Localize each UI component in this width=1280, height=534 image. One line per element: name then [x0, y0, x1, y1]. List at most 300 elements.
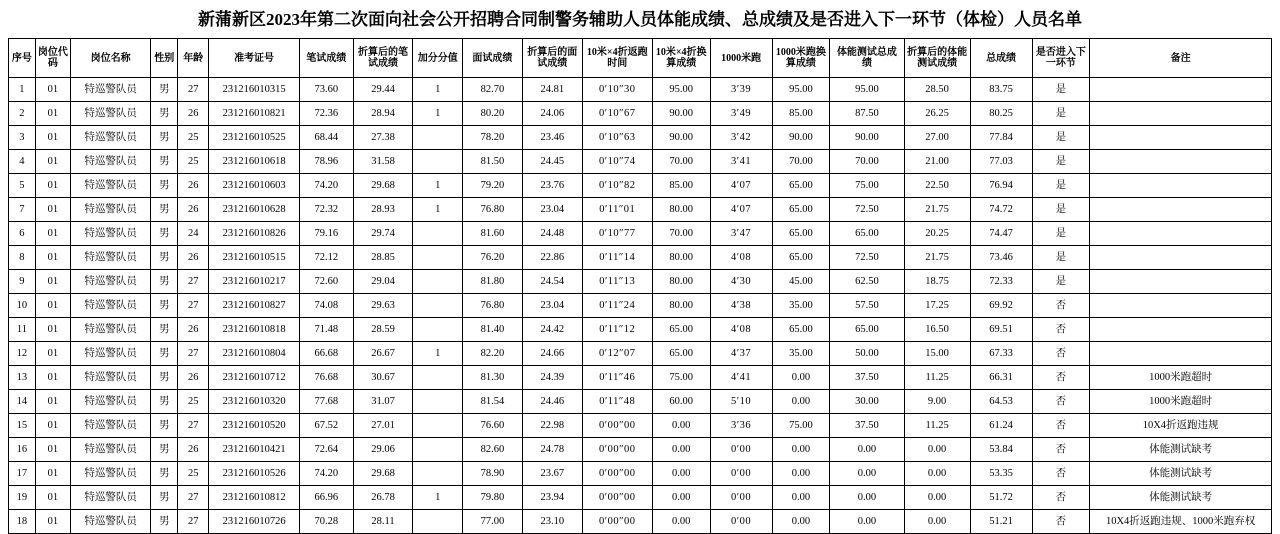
cell-1000m-converted: 65.00	[772, 222, 830, 246]
cell-interview-converted: 23.10	[522, 510, 582, 534]
cell-shuttle-time: 0′10″67	[582, 102, 652, 126]
cell-index: 8	[9, 246, 36, 270]
cell-age: 26	[178, 246, 209, 270]
cell-total-score: 73.46	[970, 246, 1032, 270]
cell-next-stage: 否	[1032, 342, 1090, 366]
cell-bonus	[413, 126, 463, 150]
cell-fitness-total: 65.00	[830, 318, 904, 342]
cell-interview-converted: 24.46	[522, 390, 582, 414]
cell-interview-converted: 23.76	[522, 174, 582, 198]
cell-age: 24	[178, 222, 209, 246]
cell-written-converted: 29.68	[353, 174, 413, 198]
cell-fitness-converted: 0.00	[904, 438, 970, 462]
cell-1000m-converted: 45.00	[772, 270, 830, 294]
cell-bonus	[413, 510, 463, 534]
cell-fitness-total: 37.50	[830, 414, 904, 438]
cell-shuttle-converted: 0.00	[652, 486, 710, 510]
cell-interview-score: 77.00	[462, 510, 522, 534]
cell-interview-score: 82.60	[462, 438, 522, 462]
cell-total-score: 67.33	[970, 342, 1032, 366]
cell-index: 5	[9, 174, 36, 198]
cell-written-converted: 29.74	[353, 222, 413, 246]
column-header-post-name: 岗位名称	[70, 39, 150, 78]
cell-1000m-time: 3′36	[710, 414, 772, 438]
table-row	[9, 510, 1272, 534]
cell-bonus	[413, 438, 463, 462]
column-header-ticket-number: 准考证号	[209, 39, 300, 78]
cell-age: 27	[178, 342, 209, 366]
cell-sex: 男	[151, 366, 178, 390]
cell-1000m-converted: 65.00	[772, 318, 830, 342]
cell-fitness-total: 30.00	[830, 390, 904, 414]
cell-next-stage: 否	[1032, 462, 1090, 486]
cell-written-converted: 28.11	[353, 510, 413, 534]
cell-interview-score: 79.80	[462, 486, 522, 510]
column-header-total-score: 总成绩	[970, 39, 1032, 78]
cell-shuttle-time: 0′00″00	[582, 462, 652, 486]
cell-fitness-total: 50.00	[830, 342, 904, 366]
column-header-sex: 性别	[151, 39, 178, 78]
cell-bonus	[413, 222, 463, 246]
cell-post-code: 01	[35, 102, 70, 126]
cell-index: 1	[9, 78, 36, 102]
cell-post-name: 特巡警队员	[70, 246, 150, 270]
cell-ticket-number: 231216010525	[209, 126, 300, 150]
cell-fitness-total: 0.00	[830, 462, 904, 486]
cell-shuttle-converted: 0.00	[652, 462, 710, 486]
cell-post-name: 特巡警队员	[70, 102, 150, 126]
cell-next-stage: 是	[1032, 222, 1090, 246]
cell-shuttle-converted: 60.00	[652, 390, 710, 414]
cell-next-stage: 否	[1032, 390, 1090, 414]
cell-ticket-number: 231216010818	[209, 318, 300, 342]
cell-fitness-converted: 0.00	[904, 510, 970, 534]
cell-ticket-number: 231216010628	[209, 198, 300, 222]
cell-total-score: 69.92	[970, 294, 1032, 318]
cell-age: 27	[178, 78, 209, 102]
cell-total-score: 66.31	[970, 366, 1032, 390]
cell-bonus	[413, 150, 463, 174]
cell-shuttle-time: 0′10″77	[582, 222, 652, 246]
cell-next-stage: 否	[1032, 318, 1090, 342]
cell-interview-converted: 24.54	[522, 270, 582, 294]
cell-written-converted: 27.01	[353, 414, 413, 438]
cell-remark	[1090, 294, 1272, 318]
cell-sex: 男	[151, 342, 178, 366]
cell-sex: 男	[151, 246, 178, 270]
cell-interview-score: 78.90	[462, 462, 522, 486]
cell-written-score: 72.32	[299, 198, 353, 222]
cell-interview-converted: 24.48	[522, 222, 582, 246]
cell-post-code: 01	[35, 150, 70, 174]
cell-post-code: 01	[35, 414, 70, 438]
cell-1000m-converted: 35.00	[772, 342, 830, 366]
cell-shuttle-time: 0′11″48	[582, 390, 652, 414]
table-row	[9, 342, 1272, 366]
cell-remark: 1000米跑超时	[1090, 390, 1272, 414]
page-title: 新蒲新区2023年第二次面向社会公开招聘合同制警务辅助人员体能成绩、总成绩及是否进入下一环节（体检）人员名单	[198, 10, 1082, 29]
cell-shuttle-time: 0′10″63	[582, 126, 652, 150]
cell-post-name: 特巡警队员	[70, 390, 150, 414]
cell-interview-converted: 22.98	[522, 414, 582, 438]
cell-age: 27	[178, 270, 209, 294]
cell-1000m-time: 4′30	[710, 270, 772, 294]
cell-bonus: 1	[413, 342, 463, 366]
cell-interview-score: 76.20	[462, 246, 522, 270]
cell-fitness-total: 65.00	[830, 222, 904, 246]
cell-fitness-converted: 26.25	[904, 102, 970, 126]
cell-post-code: 01	[35, 390, 70, 414]
cell-written-score: 72.64	[299, 438, 353, 462]
cell-written-score: 74.20	[299, 174, 353, 198]
cell-post-code: 01	[35, 438, 70, 462]
cell-sex: 男	[151, 174, 178, 198]
cell-fitness-converted: 17.25	[904, 294, 970, 318]
cell-1000m-converted: 70.00	[772, 150, 830, 174]
cell-interview-converted: 23.04	[522, 198, 582, 222]
cell-bonus: 1	[413, 486, 463, 510]
cell-total-score: 61.24	[970, 414, 1032, 438]
cell-written-converted: 29.44	[353, 78, 413, 102]
cell-shuttle-time: 0′12″07	[582, 342, 652, 366]
cell-age: 25	[178, 390, 209, 414]
cell-written-score: 74.08	[299, 294, 353, 318]
cell-written-converted: 28.85	[353, 246, 413, 270]
cell-written-converted: 26.67	[353, 342, 413, 366]
cell-shuttle-time: 0′11″46	[582, 366, 652, 390]
cell-bonus	[413, 414, 463, 438]
cell-sex: 男	[151, 102, 178, 126]
cell-shuttle-converted: 80.00	[652, 270, 710, 294]
cell-fitness-total: 70.00	[830, 150, 904, 174]
cell-interview-score: 76.80	[462, 198, 522, 222]
cell-fitness-total: 37.50	[830, 366, 904, 390]
column-header-written-score: 笔试成绩	[299, 39, 353, 78]
cell-1000m-time: 4′41	[710, 366, 772, 390]
cell-fitness-converted: 18.75	[904, 270, 970, 294]
cell-written-score: 73.60	[299, 78, 353, 102]
cell-shuttle-converted: 80.00	[652, 246, 710, 270]
cell-sex: 男	[151, 222, 178, 246]
cell-post-name: 特巡警队员	[70, 486, 150, 510]
cell-1000m-converted: 75.00	[772, 414, 830, 438]
cell-next-stage: 否	[1032, 486, 1090, 510]
column-header-remark: 备注	[1090, 39, 1272, 78]
cell-shuttle-time: 0′10″30	[582, 78, 652, 102]
cell-post-name: 特巡警队员	[70, 510, 150, 534]
cell-fitness-converted: 15.00	[904, 342, 970, 366]
table-row	[9, 318, 1272, 342]
cell-sex: 男	[151, 78, 178, 102]
cell-remark	[1090, 342, 1272, 366]
cell-ticket-number: 231216010827	[209, 294, 300, 318]
cell-sex: 男	[151, 270, 178, 294]
cell-sex: 男	[151, 486, 178, 510]
cell-fitness-converted: 20.25	[904, 222, 970, 246]
cell-interview-score: 82.70	[462, 78, 522, 102]
cell-shuttle-time: 0′11″24	[582, 294, 652, 318]
cell-age: 26	[178, 102, 209, 126]
cell-fitness-converted: 21.00	[904, 150, 970, 174]
cell-interview-score: 80.20	[462, 102, 522, 126]
cell-written-score: 68.44	[299, 126, 353, 150]
cell-fitness-total: 90.00	[830, 126, 904, 150]
cell-remark: 10X4折返跑违规	[1090, 414, 1272, 438]
cell-post-name: 特巡警队员	[70, 366, 150, 390]
cell-post-name: 特巡警队员	[70, 270, 150, 294]
cell-fitness-total: 87.50	[830, 102, 904, 126]
cell-1000m-converted: 0.00	[772, 462, 830, 486]
cell-shuttle-converted: 95.00	[652, 78, 710, 102]
cell-post-code: 01	[35, 78, 70, 102]
cell-total-score: 64.53	[970, 390, 1032, 414]
cell-fitness-converted: 21.75	[904, 246, 970, 270]
cell-interview-score: 78.20	[462, 126, 522, 150]
cell-remark: 1000米跑超时	[1090, 366, 1272, 390]
cell-total-score: 74.72	[970, 198, 1032, 222]
cell-written-score: 74.20	[299, 462, 353, 486]
cell-ticket-number: 231216010603	[209, 174, 300, 198]
column-header-fitness-total: 体能测试总成绩	[830, 39, 904, 78]
cell-1000m-time: 4′07	[710, 174, 772, 198]
cell-written-score: 77.68	[299, 390, 353, 414]
cell-index: 10	[9, 294, 36, 318]
cell-post-name: 特巡警队员	[70, 174, 150, 198]
cell-written-score: 66.68	[299, 342, 353, 366]
cell-next-stage: 是	[1032, 246, 1090, 270]
cell-age: 27	[178, 294, 209, 318]
column-header-age: 年龄	[178, 39, 209, 78]
cell-interview-score: 81.80	[462, 270, 522, 294]
cell-post-name: 特巡警队员	[70, 438, 150, 462]
column-header-shuttle-time: 10米×4折返跑时间	[582, 39, 652, 78]
cell-written-score: 79.16	[299, 222, 353, 246]
cell-written-score: 66.96	[299, 486, 353, 510]
table-row	[9, 486, 1272, 510]
cell-1000m-converted: 0.00	[772, 510, 830, 534]
cell-interview-converted: 24.45	[522, 150, 582, 174]
cell-total-score: 51.72	[970, 486, 1032, 510]
cell-post-name: 特巡警队员	[70, 222, 150, 246]
cell-age: 26	[178, 174, 209, 198]
cell-interview-score: 81.54	[462, 390, 522, 414]
cell-fitness-converted: 27.00	[904, 126, 970, 150]
cell-1000m-time: 4′07	[710, 198, 772, 222]
cell-age: 27	[178, 486, 209, 510]
cell-1000m-time: 5′10	[710, 390, 772, 414]
table-row	[9, 366, 1272, 390]
cell-index: 2	[9, 102, 36, 126]
cell-ticket-number: 231216010826	[209, 222, 300, 246]
cell-fitness-total: 57.50	[830, 294, 904, 318]
cell-fitness-converted: 11.25	[904, 414, 970, 438]
cell-ticket-number: 231216010812	[209, 486, 300, 510]
cell-age: 26	[178, 318, 209, 342]
cell-post-name: 特巡警队员	[70, 294, 150, 318]
cell-1000m-converted: 90.00	[772, 126, 830, 150]
cell-index: 16	[9, 438, 36, 462]
cell-ticket-number: 231216010520	[209, 414, 300, 438]
cell-1000m-time: 4′37	[710, 342, 772, 366]
table-row	[9, 438, 1272, 462]
cell-interview-converted: 24.81	[522, 78, 582, 102]
cell-fitness-converted: 9.00	[904, 390, 970, 414]
cell-post-code: 01	[35, 222, 70, 246]
cell-remark	[1090, 174, 1272, 198]
cell-total-score: 77.03	[970, 150, 1032, 174]
cell-index: 4	[9, 150, 36, 174]
cell-post-code: 01	[35, 486, 70, 510]
cell-written-converted: 26.78	[353, 486, 413, 510]
column-header-1000m-time: 1000米跑	[710, 39, 772, 78]
cell-post-code: 01	[35, 126, 70, 150]
cell-remark	[1090, 78, 1272, 102]
column-header-fitness-converted: 折算后的体能测试成绩	[904, 39, 970, 78]
cell-post-name: 特巡警队员	[70, 198, 150, 222]
cell-next-stage: 否	[1032, 438, 1090, 462]
column-header-index: 序号	[9, 39, 36, 78]
cell-1000m-converted: 35.00	[772, 294, 830, 318]
table-row	[9, 174, 1272, 198]
cell-index: 19	[9, 486, 36, 510]
cell-interview-converted: 23.04	[522, 294, 582, 318]
cell-bonus: 1	[413, 198, 463, 222]
cell-remark	[1090, 126, 1272, 150]
cell-shuttle-converted: 75.00	[652, 366, 710, 390]
cell-fitness-converted: 28.50	[904, 78, 970, 102]
cell-shuttle-converted: 85.00	[652, 174, 710, 198]
cell-written-converted: 31.58	[353, 150, 413, 174]
cell-post-code: 01	[35, 366, 70, 390]
cell-next-stage: 是	[1032, 78, 1090, 102]
cell-index: 13	[9, 366, 36, 390]
table-row	[9, 78, 1272, 102]
cell-index: 7	[9, 198, 36, 222]
cell-written-converted: 29.04	[353, 270, 413, 294]
cell-written-converted: 28.94	[353, 102, 413, 126]
cell-sex: 男	[151, 126, 178, 150]
cell-1000m-time: 3′49	[710, 102, 772, 126]
cell-remark: 体能测试缺考	[1090, 438, 1272, 462]
cell-1000m-converted: 95.00	[772, 78, 830, 102]
cell-ticket-number: 231216010821	[209, 102, 300, 126]
cell-shuttle-converted: 90.00	[652, 102, 710, 126]
cell-total-score: 74.47	[970, 222, 1032, 246]
cell-interview-converted: 23.94	[522, 486, 582, 510]
cell-fitness-total: 0.00	[830, 486, 904, 510]
cell-post-code: 01	[35, 510, 70, 534]
cell-age: 25	[178, 150, 209, 174]
cell-shuttle-converted: 70.00	[652, 222, 710, 246]
results-table	[8, 38, 1272, 534]
cell-post-name: 特巡警队员	[70, 318, 150, 342]
cell-index: 18	[9, 510, 36, 534]
cell-shuttle-time: 0′11″13	[582, 270, 652, 294]
cell-written-score: 76.68	[299, 366, 353, 390]
cell-fitness-total: 0.00	[830, 510, 904, 534]
column-header-interview-converted: 折算后的面试成绩	[522, 39, 582, 78]
cell-total-score: 83.75	[970, 78, 1032, 102]
cell-fitness-total: 0.00	[830, 438, 904, 462]
cell-written-score: 72.36	[299, 102, 353, 126]
cell-remark	[1090, 270, 1272, 294]
cell-shuttle-converted: 0.00	[652, 438, 710, 462]
table-header	[9, 39, 1272, 78]
cell-fitness-total: 72.50	[830, 246, 904, 270]
table-row	[9, 222, 1272, 246]
cell-written-score: 67.52	[299, 414, 353, 438]
cell-written-converted: 27.38	[353, 126, 413, 150]
cell-interview-score: 81.50	[462, 150, 522, 174]
cell-sex: 男	[151, 294, 178, 318]
cell-post-code: 01	[35, 462, 70, 486]
cell-age: 27	[178, 414, 209, 438]
cell-remark	[1090, 198, 1272, 222]
cell-written-converted: 28.93	[353, 198, 413, 222]
cell-next-stage: 是	[1032, 102, 1090, 126]
table-row	[9, 294, 1272, 318]
cell-shuttle-time: 0′10″74	[582, 150, 652, 174]
cell-age: 25	[178, 462, 209, 486]
table-row	[9, 414, 1272, 438]
cell-interview-converted: 23.67	[522, 462, 582, 486]
cell-shuttle-time: 0′10″82	[582, 174, 652, 198]
column-header-shuttle-converted: 10米×4折换算成绩	[652, 39, 710, 78]
cell-remark: 体能测试缺考	[1090, 462, 1272, 486]
cell-total-score: 80.25	[970, 102, 1032, 126]
cell-index: 9	[9, 270, 36, 294]
cell-shuttle-converted: 65.00	[652, 342, 710, 366]
cell-1000m-converted: 0.00	[772, 366, 830, 390]
cell-1000m-converted: 0.00	[772, 390, 830, 414]
cell-interview-converted: 23.46	[522, 126, 582, 150]
column-header-interview-score: 面试成绩	[462, 39, 522, 78]
column-header-written-converted: 折算后的笔试成绩	[353, 39, 413, 78]
cell-written-converted: 29.63	[353, 294, 413, 318]
cell-shuttle-time: 0′00″00	[582, 486, 652, 510]
cell-interview-score: 81.40	[462, 318, 522, 342]
cell-1000m-time: 3′42	[710, 126, 772, 150]
cell-written-converted: 29.68	[353, 462, 413, 486]
cell-ticket-number: 231216010515	[209, 246, 300, 270]
cell-fitness-converted: 16.50	[904, 318, 970, 342]
cell-index: 14	[9, 390, 36, 414]
cell-interview-score: 79.20	[462, 174, 522, 198]
cell-post-name: 特巡警队员	[70, 462, 150, 486]
cell-sex: 男	[151, 198, 178, 222]
cell-bonus: 1	[413, 102, 463, 126]
cell-bonus	[413, 294, 463, 318]
cell-sex: 男	[151, 414, 178, 438]
cell-shuttle-converted: 70.00	[652, 150, 710, 174]
cell-1000m-converted: 65.00	[772, 246, 830, 270]
cell-post-name: 特巡警队员	[70, 414, 150, 438]
cell-1000m-converted: 85.00	[772, 102, 830, 126]
cell-ticket-number: 231216010804	[209, 342, 300, 366]
table-header-row	[9, 39, 1272, 78]
cell-post-code: 01	[35, 246, 70, 270]
cell-written-converted: 28.59	[353, 318, 413, 342]
cell-ticket-number: 231216010315	[209, 78, 300, 102]
cell-written-score: 70.28	[299, 510, 353, 534]
cell-shuttle-time: 0′11″14	[582, 246, 652, 270]
cell-next-stage: 否	[1032, 366, 1090, 390]
cell-written-score: 78.96	[299, 150, 353, 174]
cell-total-score: 77.84	[970, 126, 1032, 150]
cell-sex: 男	[151, 438, 178, 462]
cell-bonus	[413, 366, 463, 390]
cell-post-name: 特巡警队员	[70, 342, 150, 366]
